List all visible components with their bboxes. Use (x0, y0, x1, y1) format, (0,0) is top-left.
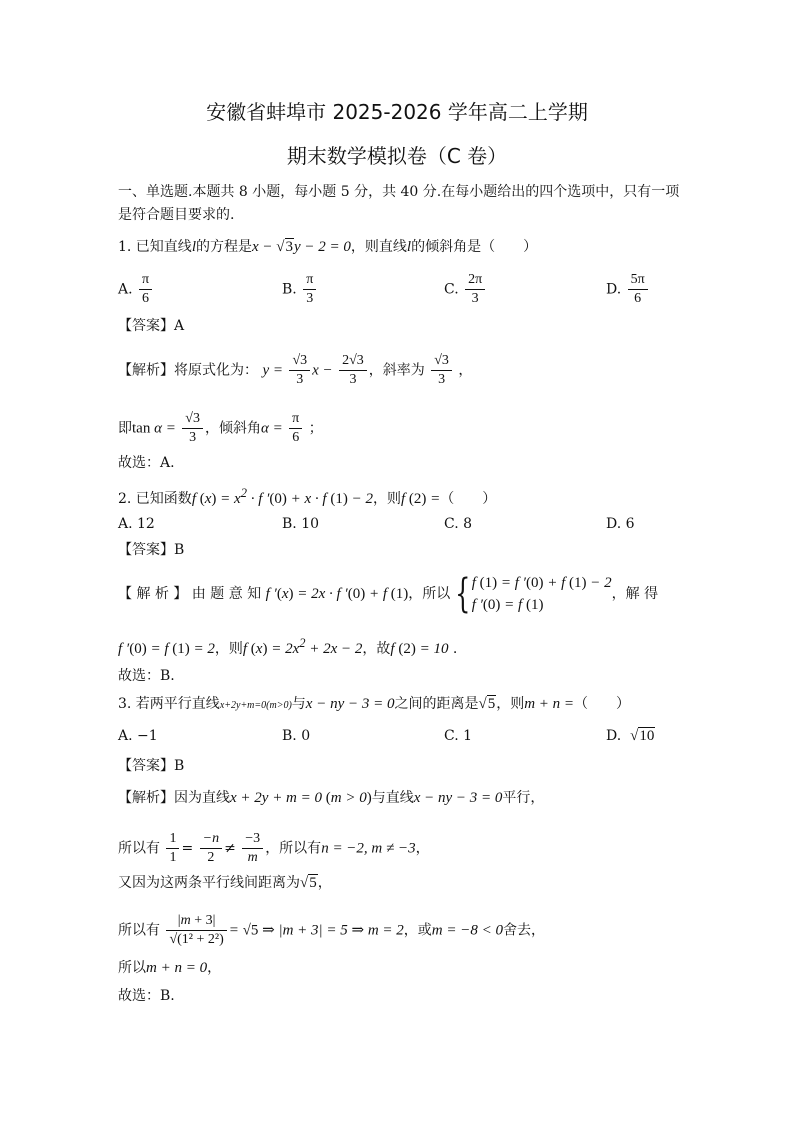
section-intro-1: 一、单选题.本题共 8 小题，每小题 5 分，共 40 分.在每小题给出的四个选项中，只有一项 (118, 184, 680, 200)
q3-answer: 【答案】B (118, 758, 185, 774)
q3-analysis-5: 所以m + n = 0， (118, 960, 222, 976)
q2-option-b: B. 10 (282, 516, 320, 532)
q1-option-d: D. $\frac{5\pi}{6}$ (606, 271, 650, 308)
q2-option-d: D. 6 (606, 516, 635, 532)
q3-analysis-1: 【解析】因为直线x + 2y + m = 0 (m > 0)与直线x − ny − 3 = 0平行， (118, 790, 545, 806)
q2-analysis-2: f ′(0) = f (1) = 2，则f $(x) = 2x^2 + 2x - 2$，故f (2) = 10 . (118, 636, 458, 657)
q3-stem: 3. 若两平行直线x+2y+m=0(m>0)与x − ny − 3 = 0之间的距离是√5，则m + n =（ ） (118, 696, 631, 712)
q3-analysis-4: 所以有 $\frac{|m + 3|}{\text{√(1² + 2²)}}$ = √5 ⇒ |m + 3| = 5 ⇒ m = 2，或m = −8 < 0舍去， (118, 913, 545, 947)
q1-option-b: B. $\frac{\pi}{3}$ (282, 271, 318, 308)
q3-analysis-3: 又因为这两条平行线间距离为√5， (118, 875, 332, 891)
q3-conclusion: 故选：B. (118, 988, 175, 1004)
q2-answer: 【答案】B (118, 542, 185, 558)
q2-option-a: A. 12 (118, 516, 155, 532)
q3-option-c: C. 1 (444, 728, 473, 744)
q1-conclusion: 故选：A. (118, 455, 175, 471)
q2-option-c: C. 8 (444, 516, 473, 532)
q1-stem: 1. 已知直线l的方程是x − √3y − 2 = 0，则直线l的倾斜角是（ ） (118, 239, 538, 255)
q2-analysis-1: 【 解 析 】 由 题 意 知 f ′(x) = 2x · f ′(0) + f (1)，所以 {f (1) = f ′(0) + f (1) − 2 f ′(0) = f (1)，解 得 (118, 571, 659, 617)
q1-option-c: C. $\frac{2\pi}{3}$ (444, 271, 487, 308)
q3-option-d: D. √10 (606, 728, 655, 744)
q1-analysis-2: 即tan α = $\frac{√3}{3}$ ，倾斜角α = $\frac{\pi}{6}$ ； (118, 411, 323, 445)
q1-answer: 【答案】A (118, 318, 185, 334)
title-line-1: 安徽省蚌埠市 2025-2026 学年高二上学期 (206, 100, 588, 124)
q2-conclusion: 故选：B. (118, 668, 175, 684)
q1-analysis-1: 【解析】将原式化为： y = $\frac{√3}{3}$ x − $\frac{2√3}{3}$ ，斜率为 $\frac{√3}{3}$ ， (118, 353, 473, 387)
section-intro-2: 是符合题目要求的. (118, 207, 235, 223)
q3-option-a: A. −1 (118, 728, 158, 744)
q3-option-b: B. 0 (282, 728, 311, 744)
title-line-2: 期末数学模拟卷（C 卷） (286, 144, 508, 168)
q2-stem: 2. 已知函数f $(x) = x^2 \cdot f$ ′(0) + x · f (1) − 2，则f (2) =（ ） (118, 486, 497, 507)
q3-analysis-2: 所以有 $\frac{1}{1}$ = $\frac{-n}{2}$ ≠ $\frac{-3}{m}$ ，所以有n = −2, m ≠ −3， (118, 831, 430, 865)
q1-option-a: A. $\frac{\pi}{6}$ (118, 271, 154, 308)
